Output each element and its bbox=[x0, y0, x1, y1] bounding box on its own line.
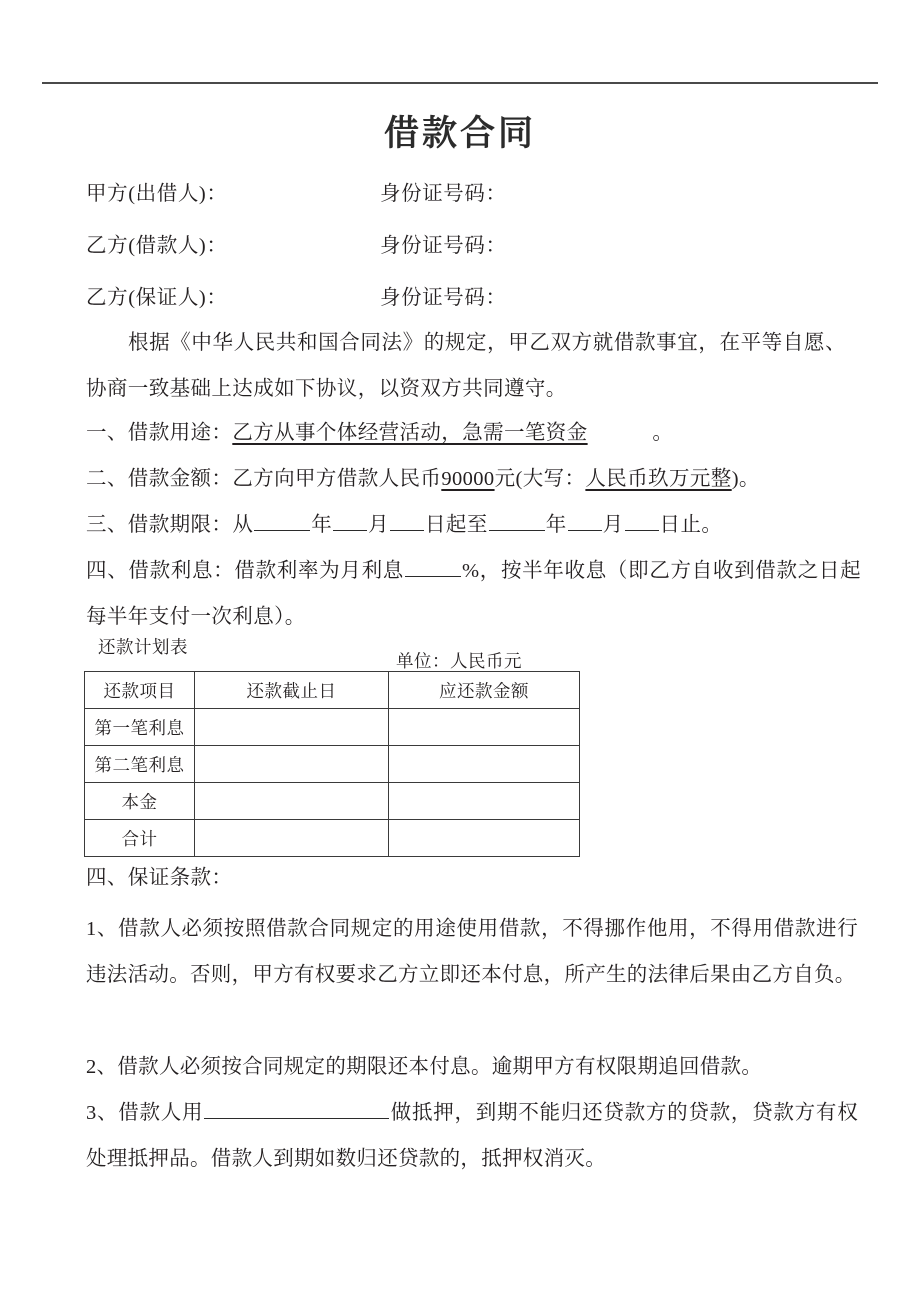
clause-amount-figure[interactable]: 90000 bbox=[441, 468, 495, 490]
preamble-paragraph: 根据《中华人民共和国合同法》的规定，甲乙双方就借款事宜，在平等自愿、协商一致基础上达成如下协议，以资双方共同遵守。 bbox=[86, 332, 846, 400]
row-label-first-interest: 第一笔利息 bbox=[85, 709, 195, 746]
clause-amount-lead: 乙方向甲方借款人民币 bbox=[232, 468, 442, 490]
interest-rate-blank[interactable] bbox=[405, 556, 461, 577]
guarantee-item-3-lead: 3、借款人用 bbox=[86, 1102, 204, 1124]
party-id-label: 身份证号码： bbox=[380, 183, 507, 205]
clause-loan-purpose bbox=[86, 410, 856, 456]
party-role-label: 乙方(保证人)： bbox=[86, 287, 228, 309]
table-header-row bbox=[85, 672, 580, 709]
clause-interest-tail: %，按半年收息（即乙方自收到借款之日起每半年支付一次利息）。 bbox=[86, 560, 861, 628]
clause-purpose-label: 一、借款用途： bbox=[86, 422, 233, 444]
party-role-label: 乙方(借款人)： bbox=[86, 235, 228, 257]
term-end-month-unit: 月 bbox=[602, 514, 624, 536]
cell-due-date[interactable] bbox=[195, 783, 389, 820]
clause-loan-interest bbox=[86, 548, 861, 640]
row-label-total: 合计 bbox=[85, 820, 195, 857]
clause-interest-lead: 借款利率为月利息 bbox=[234, 560, 404, 582]
party-role-label: 甲方(出借人)： bbox=[86, 183, 228, 205]
term-start-month-unit: 月 bbox=[368, 514, 390, 536]
clause-loan-term bbox=[86, 502, 856, 548]
cell-amount[interactable] bbox=[389, 746, 580, 783]
collateral-blank[interactable] bbox=[204, 1098, 389, 1119]
guarantee-item-2: 2、借款人必须按合同规定的期限还本付息。逾期甲方有权限期追回借款。 bbox=[86, 1056, 763, 1078]
clause-interest-label: 四、借款利息： bbox=[86, 560, 235, 582]
clause-purpose-terminator: 。 bbox=[652, 422, 674, 444]
row-label-second-interest: 第二笔利息 bbox=[85, 746, 195, 783]
guarantee-item-3 bbox=[86, 1090, 858, 1182]
term-start-day-blank[interactable] bbox=[390, 510, 424, 531]
term-end-year-unit: 年 bbox=[545, 514, 567, 536]
page-title: 借款合同 bbox=[383, 114, 536, 153]
cell-due-date[interactable] bbox=[195, 820, 389, 857]
cell-due-date[interactable] bbox=[195, 746, 389, 783]
header-divider bbox=[42, 82, 878, 84]
party-id-label: 身份证号码： bbox=[380, 287, 507, 309]
table-row bbox=[85, 783, 580, 820]
term-start-day-unit: 日起至 bbox=[425, 514, 488, 536]
cell-due-date[interactable] bbox=[195, 709, 389, 746]
term-start-year-unit: 年 bbox=[311, 514, 333, 536]
cell-amount[interactable] bbox=[389, 709, 580, 746]
cell-amount[interactable] bbox=[389, 820, 580, 857]
clause-amount-unit: 元(大写： bbox=[494, 468, 586, 490]
clause-loan-amount bbox=[86, 456, 856, 502]
term-end-year-blank[interactable] bbox=[489, 510, 545, 531]
clause-term-label: 三、借款期限： bbox=[86, 514, 233, 536]
clause-purpose-value[interactable]: 乙方从事个体经营活动，急需一笔资金 bbox=[232, 422, 588, 444]
term-end-month-blank[interactable] bbox=[568, 510, 602, 531]
cell-amount[interactable] bbox=[389, 783, 580, 820]
table-row bbox=[85, 709, 580, 746]
table-row bbox=[85, 820, 580, 857]
clause-amount-in-words[interactable]: 人民币玖万元整 bbox=[585, 468, 732, 490]
guarantee-section-heading: 四、保证条款： bbox=[86, 867, 233, 889]
guarantee-item-1: 1、借款人必须按照借款合同规定的用途使用借款，不得挪作他用，不得用借款进行违法活动。否则，甲方有权要求乙方立即还本付息，所产生的法律后果由乙方自负。 bbox=[86, 918, 858, 986]
schedule-unit-label: 单位：人民币元 bbox=[396, 651, 522, 671]
term-start-year-blank[interactable] bbox=[254, 510, 310, 531]
column-header-amount: 应还款金额 bbox=[389, 672, 580, 709]
term-end-day-unit: 日止。 bbox=[659, 514, 723, 536]
clause-amount-label: 二、借款金额： bbox=[86, 468, 233, 490]
schedule-caption: 还款计划表 bbox=[98, 637, 188, 657]
guarantee-item-3-tail: 做抵押，到期不能归还贷款方的贷款，贷款方有权处理抵押品。借款人到期如数归还贷款的，抵押权消灭。 bbox=[86, 1102, 858, 1170]
term-end-day-blank[interactable] bbox=[625, 510, 659, 531]
term-start-month-blank[interactable] bbox=[333, 510, 367, 531]
party-row-guarantor bbox=[86, 280, 846, 310]
clause-term-from: 从 bbox=[232, 514, 254, 536]
column-header-due-date: 还款截止日 bbox=[195, 672, 389, 709]
clause-amount-tail: )。 bbox=[731, 468, 760, 490]
party-row-borrower bbox=[86, 228, 846, 258]
row-label-principal: 本金 bbox=[85, 783, 195, 820]
party-id-label: 身份证号码： bbox=[380, 235, 507, 257]
table-row bbox=[85, 746, 580, 783]
repayment-schedule-table bbox=[84, 671, 580, 857]
column-header-item: 还款项目 bbox=[85, 672, 195, 709]
party-row-lender bbox=[86, 176, 846, 206]
